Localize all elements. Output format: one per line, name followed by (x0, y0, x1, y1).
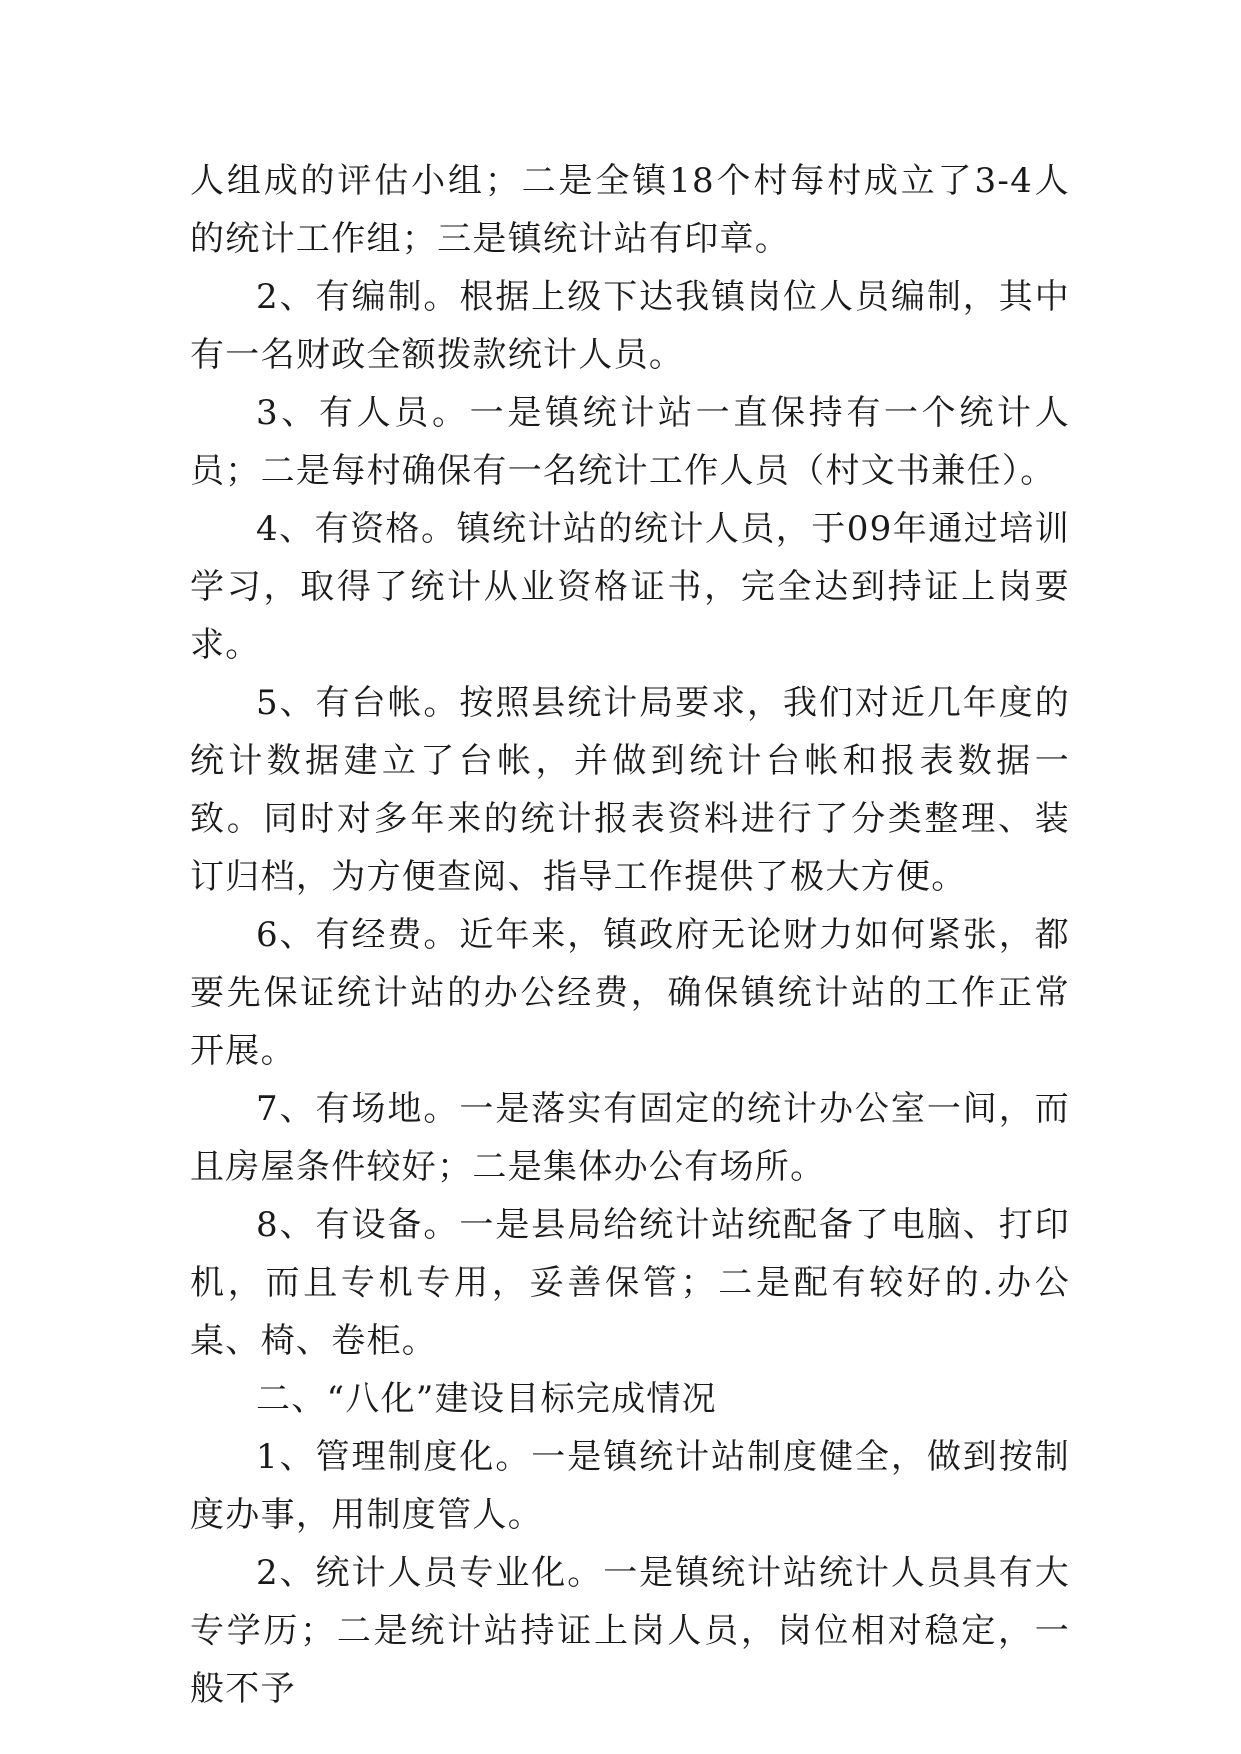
paragraph: 1、管理制度化。一是镇统计站制度健全，做到按制度办事，用制度管人。 (190, 1437, 1070, 1535)
paragraph: 2、有编制。根据上级下达我镇岗位人员编制，其中有一名财政全额拨款统计人员。 (190, 277, 1070, 375)
paragraph: 3、有人员。一是镇统计站一直保持有一个统计人员；二是每村确保有一名统计工作人员（村文书兼任）。 (190, 393, 1070, 491)
paragraph: 5、有台帐。按照县统计局要求，我们对近几年度的统计数据建立了台帐，并做到统计台帐和报表数据一致。同时对多年来的统计报表资料进行了分类整理、装订归档，为方便查阅、指导工作提供了极大方便。 (190, 683, 1070, 897)
paragraph: 4、有资格。镇统计站的统计人员，于09年通过培训学习，取得了统计从业资格证书，完全达到持证上岗要求。 (190, 509, 1070, 665)
document-body (190, 152, 1070, 1718)
section-heading: 二、“八化”建设目标完成情况 (256, 1379, 717, 1419)
paragraph: 人组成的评估小组；二是全镇18个村每村成立了3-4人的统计工作组；三是镇统计站有印章。 (190, 161, 1070, 259)
paragraph: 6、有经费。近年来，镇政府无论财力如何紧张，都要先保证统计站的办公经费，确保镇统计站的工作正常开展。 (190, 915, 1070, 1071)
paragraph: 2、统计人员专业化。一是镇统计站统计人员具有大专学历；二是统计站持证上岗人员，岗位相对稳定，一般不予 (190, 1553, 1070, 1709)
paragraph: 7、有场地。一是落实有固定的统计办公室一间，而且房屋条件较好；二是集体办公有场所。 (190, 1089, 1070, 1187)
paragraph: 8、有设备。一是县局给统计站统配备了电脑、打印机，而且专机专用，妥善保管；二是配有较好的.办公桌、椅、卷柜。 (190, 1205, 1070, 1361)
